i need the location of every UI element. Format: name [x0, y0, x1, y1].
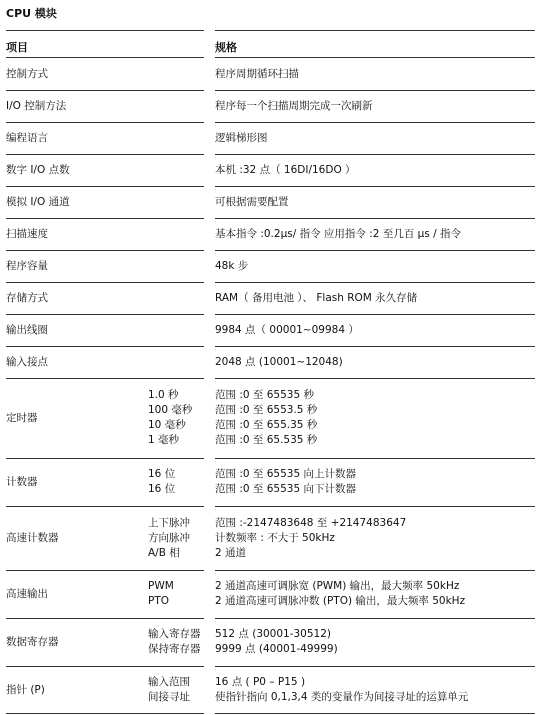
sub-label: 上下脉冲	[148, 517, 190, 529]
table-title: CPU 模块	[6, 7, 57, 20]
table-row	[0, 570, 550, 618]
sub-label: 间接寻址	[148, 691, 190, 703]
row-spec-value: 9984 点（ 00001~09984 ）	[215, 324, 359, 336]
divider	[215, 30, 535, 31]
spec-value: 范围 :0 至 6553.5 秒	[215, 404, 318, 416]
spec-value: 范围 :0 至 65535 向下计数器	[215, 483, 356, 495]
table-row	[0, 250, 550, 282]
row-spec-values	[215, 675, 468, 705]
table-row	[0, 122, 550, 154]
sub-label: PTO	[148, 595, 170, 607]
sub-label: 16 位	[148, 483, 176, 495]
spec-value: 范围 :0 至 65535 秒	[215, 389, 314, 401]
spec-value: 范围 :-2147483648 至 +2147483647	[215, 517, 407, 529]
divider	[6, 30, 204, 31]
sub-label: 保持寄存器	[148, 643, 201, 655]
spec-value: 范围 :0 至 655.35 秒	[215, 419, 318, 431]
sub-label: 100 毫秒	[148, 404, 193, 416]
table-row	[0, 58, 550, 90]
table-row	[0, 378, 550, 458]
row-spec-value: 基本指令 :0.2μs/ 指令 应用指令 :2 至几百 μs / 指令	[215, 228, 462, 240]
row-spec-value: 48k 步	[215, 260, 249, 272]
row-item-label: 模拟 I/O 通道	[6, 196, 70, 208]
row-item-label: 程序容量	[6, 260, 48, 272]
row-sub-labels	[148, 516, 190, 561]
table-row	[0, 506, 550, 570]
table-row	[0, 90, 550, 122]
spec-value: 使指针指向 0,1,3,4 类的变量作为间接寻址的运算单元	[215, 691, 469, 703]
row-item-label: 控制方式	[6, 68, 48, 80]
table-row	[0, 186, 550, 218]
row-sub-labels	[148, 579, 174, 609]
row-item-label: 高速计数器	[6, 532, 59, 544]
row-spec-values	[215, 516, 406, 561]
row-item-label: 数字 I/O 点数	[6, 164, 70, 176]
sub-label: 输入寄存器	[148, 628, 201, 640]
row-item-label: 计数器	[6, 476, 38, 488]
spec-value: 2 通道	[215, 547, 247, 559]
header-spec: 规格	[215, 41, 237, 54]
row-spec-value: RAM（ 备用电池 ）、 Flash ROM 永久存储	[215, 292, 418, 304]
row-spec-values	[215, 627, 338, 657]
table-row	[0, 154, 550, 186]
divider	[6, 713, 204, 714]
table-row	[0, 218, 550, 250]
row-item-label: I/O 控制方法	[6, 100, 67, 112]
row-sub-labels	[148, 467, 175, 497]
row-spec-values	[215, 388, 317, 448]
row-spec-values	[215, 579, 465, 609]
table-row	[0, 666, 550, 713]
spec-value: 9999 点 (40001-49999)	[215, 643, 338, 655]
table-row	[0, 618, 550, 666]
row-item-label: 定时器	[6, 412, 38, 424]
sub-label: 方向脉冲	[148, 532, 190, 544]
spec-value: 16 点 ( P0 – P15 )	[215, 676, 306, 688]
row-item-label: 编程语言	[6, 132, 48, 144]
row-spec-value: 可根据需要配置	[215, 196, 289, 208]
spec-value: 2 通道高速可调脉冲数 (PTO) 输出，最大频率 50kHz	[215, 595, 466, 607]
header-item: 项目	[6, 41, 28, 54]
table-row	[0, 458, 550, 506]
row-spec-values	[215, 467, 356, 497]
sub-label: A/B 相	[148, 547, 180, 559]
row-item-label: 扫描速度	[6, 228, 48, 240]
row-sub-labels	[148, 627, 201, 657]
row-item-label: 数据寄存器	[6, 636, 59, 648]
spec-value: 计数频率 : 不大于 50kHz	[215, 532, 335, 544]
row-spec-value: 2048 点 (10001~12048)	[215, 356, 343, 368]
sub-label: 1.0 秒	[148, 389, 179, 401]
sub-label: 1 毫秒	[148, 434, 180, 446]
row-item-label: 输入接点	[6, 356, 48, 368]
row-spec-value: 程序周期循环扫描	[215, 68, 299, 80]
sub-label: 16 位	[148, 468, 176, 480]
row-item-label: 指针 (P)	[6, 684, 45, 696]
sub-label: 10 毫秒	[148, 419, 186, 431]
row-sub-labels	[148, 388, 192, 448]
row-item-label: 存储方式	[6, 292, 48, 304]
row-spec-value: 逻辑梯形图	[215, 132, 268, 144]
row-sub-labels	[148, 675, 190, 705]
table-row	[0, 314, 550, 346]
row-item-label: 输出线圈	[6, 324, 48, 336]
spec-value: 512 点 (30001-30512)	[215, 628, 332, 640]
row-spec-value: 本机 :32 点（ 16DI/16DO ）	[215, 164, 356, 176]
spec-value: 范围 :0 至 65535 向上计数器	[215, 468, 356, 480]
table-row	[0, 346, 550, 378]
sub-label: 输入范围	[148, 676, 190, 688]
row-spec-value: 程序每一个扫描周期完成一次刷新	[215, 100, 373, 112]
divider	[215, 713, 535, 714]
row-item-label: 高速输出	[6, 588, 48, 600]
spec-value: 2 通道高速可调脉宽 (PWM) 输出，最大频率 50kHz	[215, 580, 460, 592]
sub-label: PWM	[148, 580, 174, 592]
spec-value: 范围 :0 至 65.535 秒	[215, 434, 318, 446]
table-row	[0, 282, 550, 314]
